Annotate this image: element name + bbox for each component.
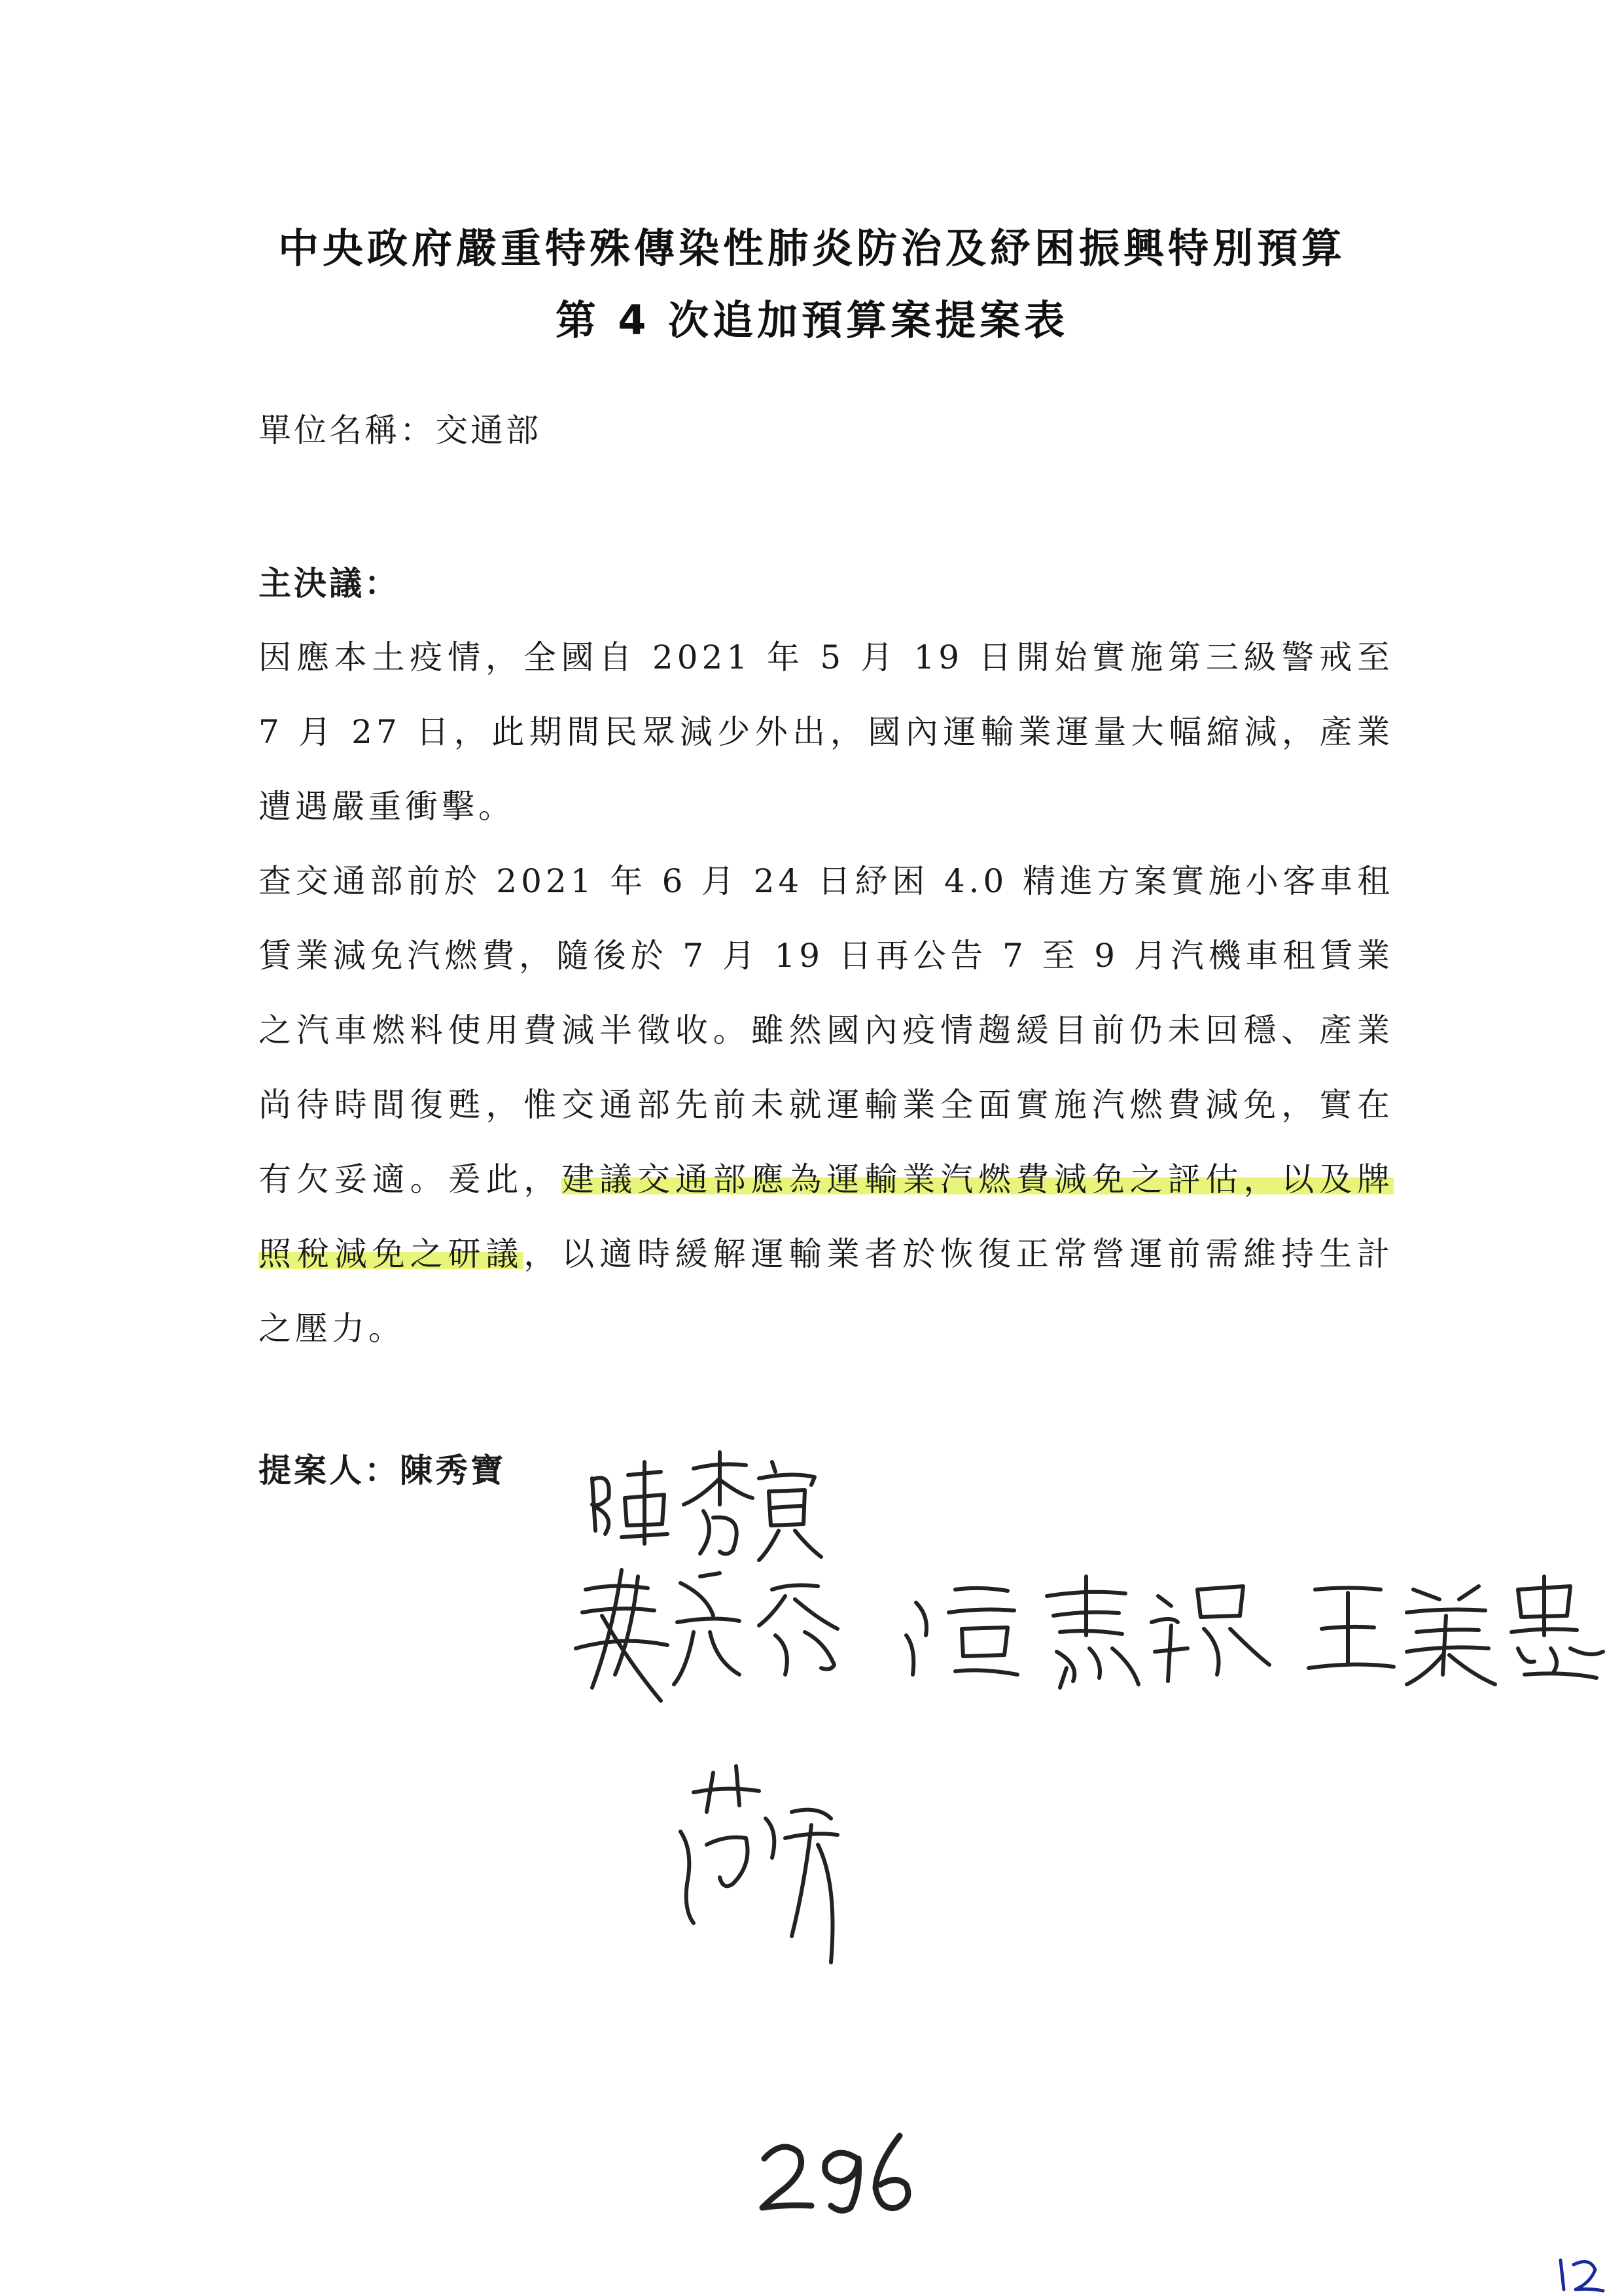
handwritten-corner-number [1561, 2260, 1603, 2291]
paragraph-2-before: 查交通部前於 2021 年 6 月 24 日紓困 4.0 精進方案實施小客車租賃業減免汽燃費，隨後於 7 月 19 日再公告 7 至 9 月汽機車租賃業之汽車燃料使用費減半徵收。雖然國內疫情趨緩目前仍未回穩、產業尚待時間復甦，惟交通部先前未就運輸業全面實施汽燃費減免，實在有欠妥適。爰此， [258, 862, 1394, 1198]
proposer-line [258, 1444, 506, 1491]
handwritten-page-number [762, 2136, 908, 2210]
unit-name: 交通部 [435, 411, 541, 449]
document-title-line1: 中央政府嚴重特殊傳染性肺炎防治及紓困振興特別預算 [277, 224, 1346, 272]
signature-row-two [576, 1570, 1603, 1701]
section-label: 主決議： [258, 565, 400, 602]
unit-label: 單位名稱： [258, 411, 435, 449]
unit-line [258, 404, 541, 451]
paragraph-1: 因應本土疫情，全國自 2021 年 5 月 19 日開始實施第三級警戒至 7 月 27 日，此期間民眾減少外出，國內運輸業運量大幅縮減，產業遭遇嚴重衝擊。 [258, 638, 1394, 826]
proposer-name: 陳秀寶 [400, 1452, 506, 1489]
paragraph-2 [258, 844, 1394, 1366]
paragraph-2-after: ，以適時緩解運輸業者於恢復正常營運前需維持生計之壓力。 [258, 1235, 1394, 1348]
paragraph-2-highlight: 建議交通部應為運輸業汽燃費減免之評估，以及牌照稅減免之研議 [258, 1160, 1394, 1273]
signature-row-three [680, 1766, 838, 1962]
document-title-line2: 第 4 次追加預算案提案表 [555, 296, 1069, 344]
signature-chen-xiu-bao [592, 1452, 821, 1560]
proposer-label: 提案人： [258, 1452, 400, 1489]
